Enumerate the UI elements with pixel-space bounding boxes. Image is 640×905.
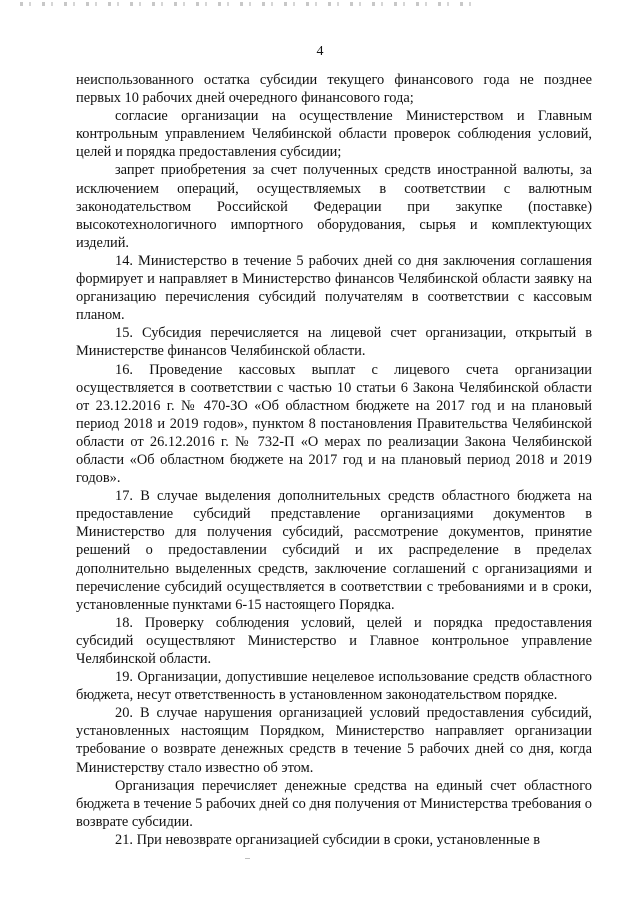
paragraph-item-15: 15. Субсидия перечисляется на лицевой счет организации, открытый в Министерстве финансов Челябинской области. xyxy=(76,325,592,360)
paragraph-item-14: 14. Министерство в течение 5 рабочих дней со дня заключения соглашения формирует и направляет в Министерство финансов Челябинской области заявку на организацию перечисления субсидий получателям в соответствии с кассовым планом. xyxy=(76,252,592,324)
paragraph-item-21: 21. При невозврате организацией субсидии в сроки, установленные в xyxy=(115,831,541,848)
scan-artifact-footer xyxy=(245,858,250,859)
document-body xyxy=(76,71,592,849)
scan-artifact-header xyxy=(20,2,480,6)
paragraph-refund-transfer: Организация перечисляет денежные средства на единый счет областного бюджета в течение 5 рабочих дней со дня получения от Министерства требования о возврате субсидии. xyxy=(76,777,592,830)
paragraph-item-19: 19. Организации, допустившие нецелевое использование средств областного бюджета, несут ответственность в установленном законодательством порядке. xyxy=(76,669,592,704)
page-number: 4 xyxy=(316,44,324,59)
paragraph-item-17: 17. В случае выделения дополнительных средств областного бюджета на предоставление субсидий представление организациями документов в Министерство для получения субсидий, рассмотрение документов, принятие решений о предоставлении субсидий и их распределение в пределах дополнительно выделенных средств, заключение соглашений с организациями и перечисление субсидий осуществляется в соответствии с требованиями и в сроки, установленные пунктами 6-15 настоящего Порядка. xyxy=(76,488,592,613)
paragraph-continuation: неиспользованного остатка субсидии текущего финансового года не позднее первых 10 рабочих дней очередного финансового года; xyxy=(76,72,592,107)
paragraph-item-20: 20. В случае нарушения организацией условий предоставления субсидий, установленных настоящим Порядком, Министерство направляет организации требование о возврате денежных средств в течение 5 рабочих дней со дня, когда Министерству стало известно об этом. xyxy=(76,705,592,776)
paragraph-item-18: 18. Проверку соблюдения условий, целей и порядка предоставления субсидий осуществляют Министерство и Главное контрольное управление Челябинской области. xyxy=(76,614,592,667)
paragraph-item-16: 16. Проведение кассовых выплат с лицевого счета организации осуществляется в соответствии с частью 10 статьи 6 Закона Челябинской области от 23.12.2016 г. № 470-ЗО «Об областном бюджете на 2017 год и на плановый период 2018 и 2019 годов», пунктом 8 постановления Правительства Челябинской области от 26.12.2016 г. № 732-П «О мерах по реализации Закона Челябинской области «Об областном бюджете на 2017 год и на плановый период 2018 и 2019 годов». xyxy=(76,361,592,487)
paragraph-control-consent: согласие организации на осуществление Министерством и Главным контрольным управлением Челябинской области проверок соблюдения условий, целей и порядка предоставления субсидии; xyxy=(76,108,592,161)
paragraph-currency-ban: запрет приобретения за счет полученных средств иностранной валюты, за исключением операций, осуществляемых в соответствии с валютным законодательством Российской Федерации при закупке (поставке) высокотехнологичного импортного оборудования, сырья и комплектующих изделий. xyxy=(76,162,592,251)
